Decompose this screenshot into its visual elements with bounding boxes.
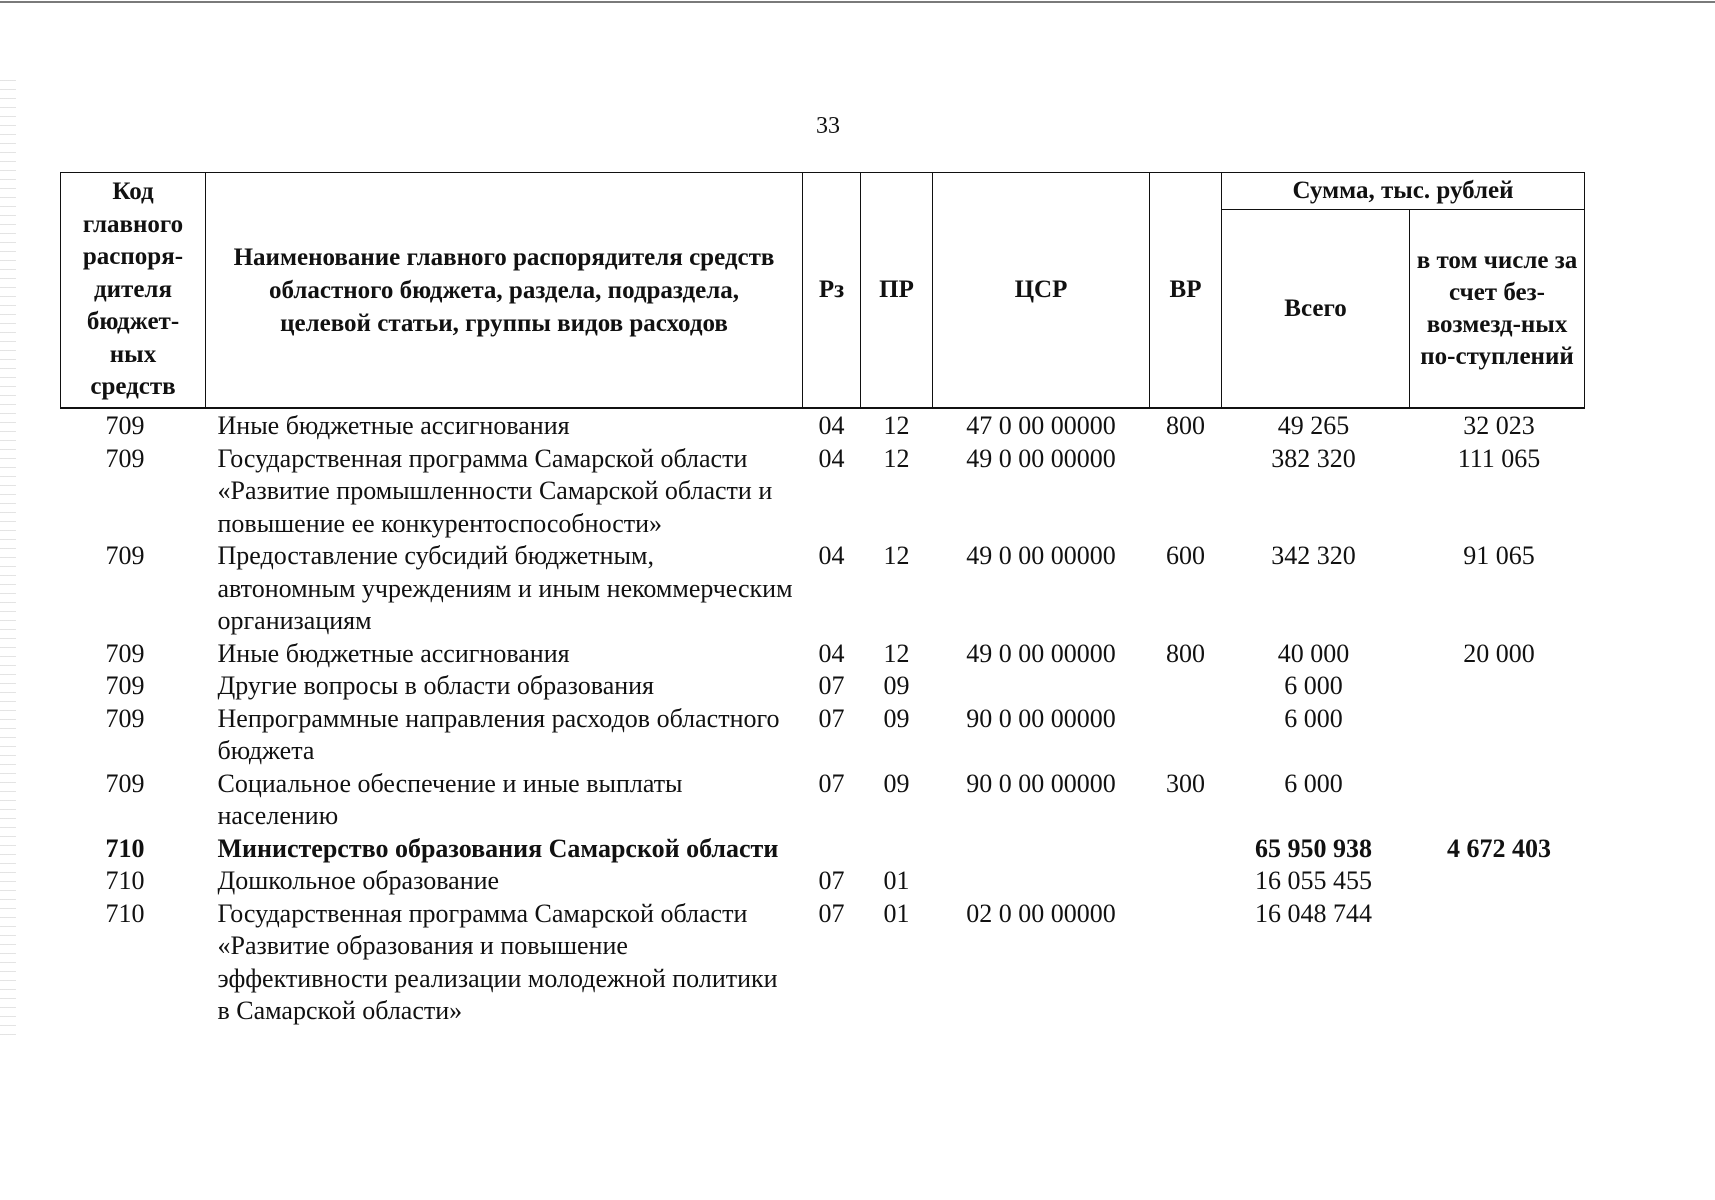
cell-total: 16 055 455 — [1255, 866, 1372, 895]
header-csr: ЦСР — [933, 173, 1150, 409]
table-row — [61, 443, 1585, 541]
cell-csr: 49 0 00 00000 — [966, 541, 1116, 570]
cell-pr: 01 — [883, 866, 910, 895]
cell-vr: 600 — [1166, 541, 1205, 570]
cell-total: 16 048 744 — [1255, 898, 1372, 928]
cell-csr: 49 0 00 00000 — [966, 638, 1116, 668]
page-top-border — [0, 1, 1715, 3]
table-row — [61, 898, 1585, 1028]
cell-vr — [1150, 443, 1222, 541]
table-row — [61, 670, 1585, 703]
cell-free: 20 000 — [1463, 638, 1535, 668]
cell-total: 49 265 — [1277, 411, 1350, 440]
cell-csr: 90 0 00 00000 — [966, 768, 1116, 798]
cell-vr — [1150, 703, 1222, 768]
cell-name: Непрограммные направления расходов областного бюджета — [217, 703, 780, 765]
table-header — [61, 173, 1585, 409]
cell-name: Государственная программа Самарской области «Развитие промышленности Самарской области и повышение ее конкурентоспособности» — [217, 443, 773, 538]
cell-free — [1410, 768, 1585, 833]
cell-rz: 04 — [818, 638, 845, 668]
cell-total: 342 320 — [1271, 541, 1356, 570]
cell-csr: 49 0 00 00000 — [966, 443, 1116, 473]
header-vr: ВР — [1150, 173, 1222, 409]
cell-rz: 07 — [818, 866, 845, 895]
header-pr: ПР — [861, 173, 933, 409]
cell-free: 111 065 — [1457, 443, 1541, 473]
cell-code: 709 — [105, 411, 145, 440]
cell-name: Другие вопросы в области образования — [217, 671, 655, 700]
table-body — [61, 408, 1585, 1028]
cell-name: Иные бюджетные ассигнования — [217, 638, 570, 668]
cell-vr: 800 — [1166, 638, 1205, 668]
cell-free — [1410, 703, 1585, 768]
cell-code: 709 — [105, 541, 145, 570]
header-total: Всего — [1222, 210, 1410, 408]
cell-total: 65 950 938 — [1255, 833, 1372, 863]
cell-total: 6 000 — [1284, 703, 1343, 733]
cell-csr: 47 0 00 00000 — [966, 411, 1116, 440]
cell-pr: 12 — [883, 541, 910, 570]
cell-pr: 09 — [883, 768, 910, 798]
cell-rz: 07 — [818, 768, 845, 798]
cell-csr — [933, 865, 1150, 898]
cell-code: 710 — [105, 898, 145, 928]
header-rz: Рз — [803, 173, 861, 409]
cell-name: Государственная программа Самарской области «Развитие образования и повышение эффективности реализации молодежной политики в Самарской области» — [217, 898, 778, 1025]
cell-code: 709 — [105, 671, 145, 700]
cell-total: 6 000 — [1284, 768, 1343, 798]
table-row — [61, 768, 1585, 833]
cell-rz: 07 — [818, 671, 845, 700]
budget-table — [60, 172, 1585, 1028]
cell-code: 710 — [105, 866, 145, 895]
cell-free — [1410, 898, 1585, 1028]
cell-vr: 300 — [1166, 768, 1205, 798]
cell-name: Министерство образования Самарской области — [217, 833, 779, 863]
cell-rz: 04 — [818, 443, 845, 473]
cell-total: 6 000 — [1284, 671, 1343, 700]
cell-csr — [933, 833, 1150, 866]
cell-free — [1410, 865, 1585, 898]
cell-pr: 12 — [883, 443, 910, 473]
page-number: 33 — [816, 113, 840, 139]
cell-pr: 01 — [883, 898, 910, 928]
cell-name: Социальное обеспечение и иные выплаты населению — [217, 768, 683, 830]
table-row — [61, 833, 1585, 866]
cell-csr — [933, 670, 1150, 703]
cell-rz — [803, 833, 861, 866]
table-row — [61, 408, 1585, 443]
table-row — [61, 865, 1585, 898]
cell-total: 40 000 — [1277, 638, 1350, 668]
cell-free: 4 672 403 — [1447, 833, 1551, 863]
cell-csr: 90 0 00 00000 — [966, 703, 1116, 733]
cell-name: Дошкольное образование — [217, 866, 500, 895]
cell-vr: 800 — [1166, 411, 1205, 440]
table-row — [61, 540, 1585, 638]
table-row — [61, 703, 1585, 768]
cell-pr: 09 — [883, 703, 910, 733]
table-row — [61, 638, 1585, 671]
cell-rz: 07 — [818, 703, 845, 733]
cell-pr: 12 — [883, 638, 910, 668]
cell-rz: 04 — [818, 411, 845, 440]
cell-csr: 02 0 00 00000 — [966, 898, 1116, 928]
cell-name: Иные бюджетные ассигнования — [217, 411, 570, 440]
cell-free: 91 065 — [1463, 541, 1535, 570]
cell-total: 382 320 — [1271, 443, 1356, 473]
cell-vr — [1150, 898, 1222, 1028]
header-sum-group: Сумма, тыс. рублей — [1222, 173, 1585, 210]
cell-vr — [1150, 670, 1222, 703]
cell-code: 709 — [105, 768, 145, 798]
cell-code: 709 — [105, 703, 145, 733]
header-name: Наименование главного распорядителя средств областного бюджета, раздела, подраздела, целевой статьи, группы видов расходов — [206, 173, 803, 409]
cell-pr — [861, 833, 933, 866]
cell-code: 709 — [105, 443, 145, 473]
header-code: Код главного распоря-дителя бюджет-ных средств — [61, 173, 206, 409]
cell-code: 709 — [105, 638, 145, 668]
cell-pr: 12 — [883, 411, 910, 440]
cell-code: 710 — [105, 833, 145, 863]
cell-free: 32 023 — [1463, 411, 1535, 440]
cell-rz: 04 — [818, 541, 845, 570]
cell-pr: 09 — [883, 671, 910, 700]
cell-rz: 07 — [818, 898, 845, 928]
cell-name: Предоставление субсидий бюджетным, автономным учреждениям и иным некоммерческим организациям — [217, 541, 793, 635]
scan-edge-noise — [0, 80, 16, 1040]
header-free: в том числе за счет без-возмезд-ных по-ступлений — [1410, 210, 1585, 408]
cell-free — [1410, 670, 1585, 703]
cell-vr — [1150, 865, 1222, 898]
cell-vr — [1150, 833, 1222, 866]
